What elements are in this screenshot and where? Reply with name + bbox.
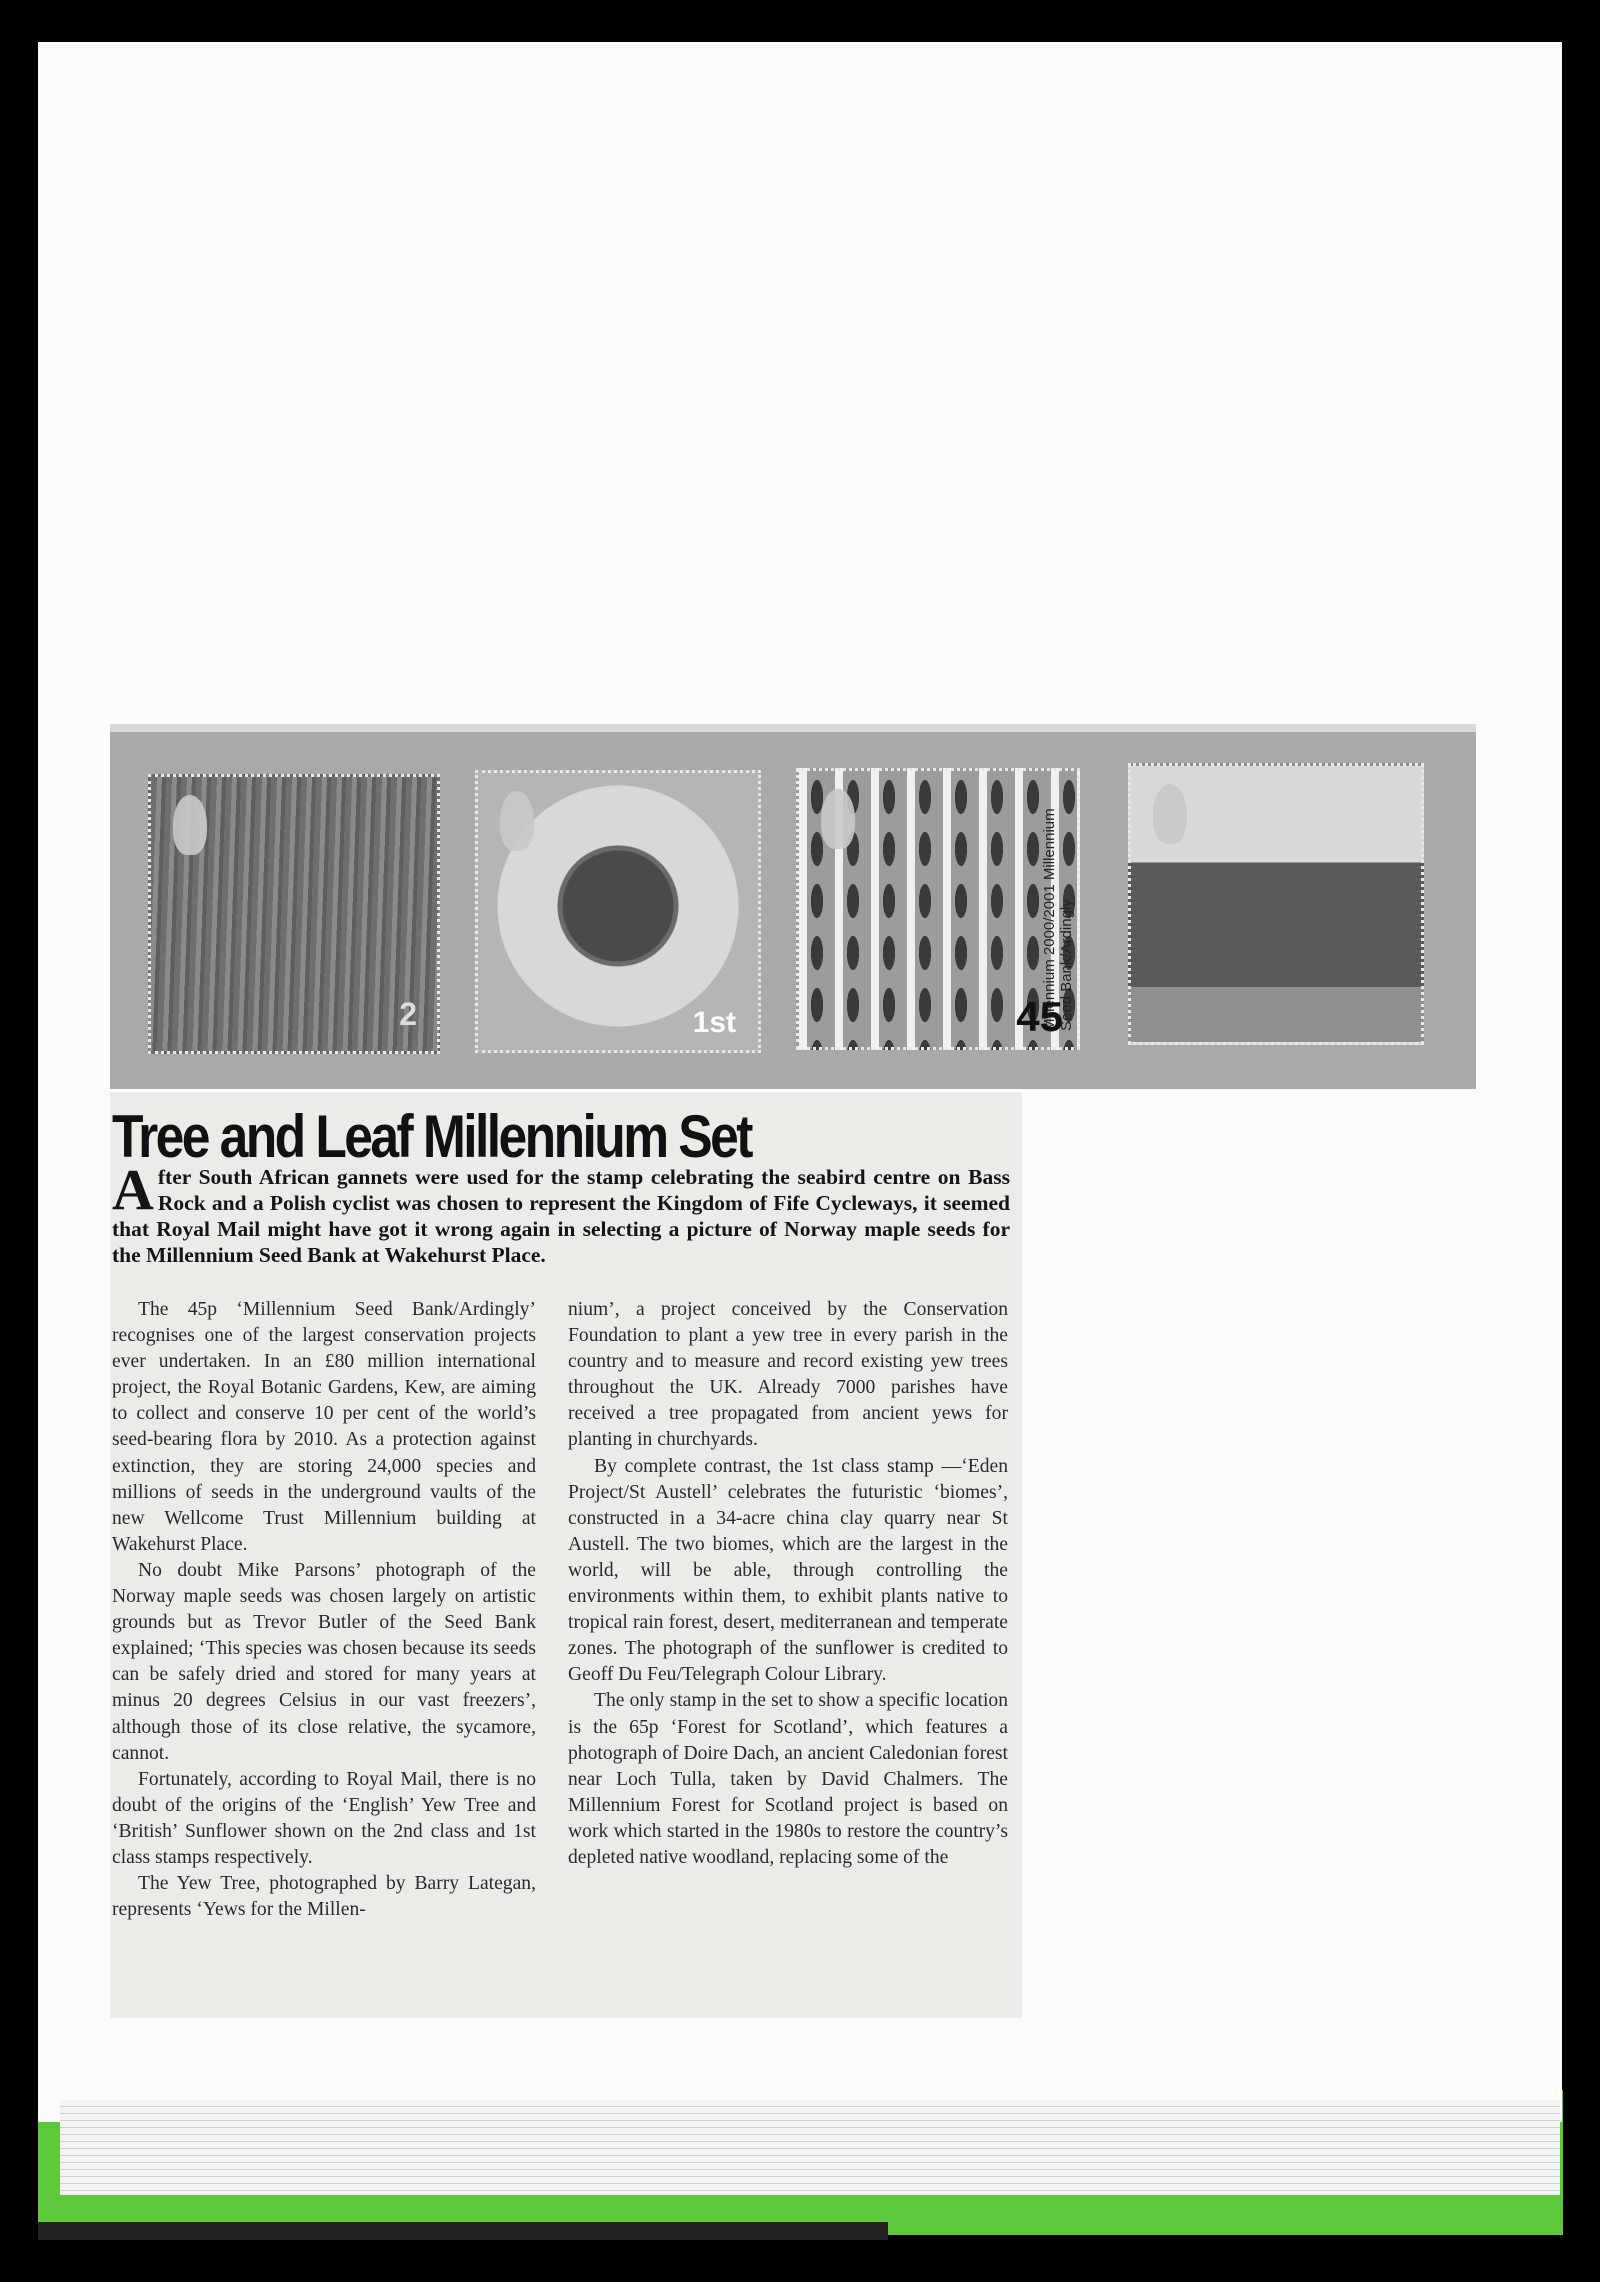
queen-head-icon	[173, 795, 207, 855]
paragraph: No doubt Mike Parsons’ photograph of the Norway maple seeds was chosen largely on artistic grounds but as Trevor Butler of the Seed Bank explained; ‘This species was chosen because its seeds can be safely dried and stored for many years at minus 20 degrees Celsius in our vast freezers’, although those of its close relative, the sycamore, cannot.	[112, 1559, 536, 1764]
binder-edge	[38, 2222, 888, 2240]
stamp-denomination: 45	[1016, 993, 1063, 1040]
stamp-side-text: Millennium 2000/2001 Millennium Seed Bank/Ardingly	[1041, 808, 1075, 1031]
queen-head-icon	[1153, 784, 1187, 844]
album-page	[38, 42, 1562, 2122]
article-column-2	[568, 1297, 1008, 1871]
stamp-sunflower	[475, 770, 761, 1053]
article-intro	[112, 1157, 1010, 1268]
article-clipping	[110, 1092, 1022, 2018]
queen-head-icon	[821, 789, 855, 849]
article-title: Tree and Leaf Millennium Set	[112, 1103, 751, 1170]
stamp-denomination: 2	[399, 996, 417, 1032]
intro-text: fter South African gannets were used for the stamp celebrating the seabird centre on Bass Rock and a Polish cyclist was chosen to represent the Kingdom of Fife Cycleways, it seemed that Royal Mail might have got it wrong again in selecting a picture of Norway maple seeds for the Millennium Seed Bank at Wakehurst Place.	[112, 1165, 1010, 1267]
paragraph: The only stamp in the set to show a specific location is the 65p ‘Forest for Scotland’, which features a photograph of Doire Dach, an ancient Caledonian forest near Loch Tulla, taken by David Chalmers. The Millennium Forest for Scotland project is based on work which started in the 1980s to restore the country’s depleted native woodland, replacing some of the	[568, 1690, 1008, 1868]
paragraph: The 45p ‘Millennium Seed Bank/Ardingly’ recognises one of the largest conservation projects ever undertaken. In an £80 million international project, the Royal Botanic Gardens, Kew, are aiming to collect and conserve 10 per cent of the world’s seed-bearing flora by 2010. As a protection against extinction, they are storing 24,000 species and millions of seeds in the underground vaults of the new Wellcome Trust Millennium building at Wakehurst Place.	[112, 1299, 536, 1555]
drop-cap: A	[112, 1157, 154, 1222]
stamp-forest-scotland	[1128, 763, 1424, 1045]
paragraph: Fortunately, according to Royal Mail, there is no doubt of the origins of the ‘English’ Yew Tree and ‘British’ Sunflower shown on the 2nd class and 1st class stamps respectively.	[112, 1768, 536, 1868]
queen-head-icon	[500, 791, 534, 851]
page-stack-edges	[60, 2100, 1560, 2195]
paragraph: nium’, a project conceived by the Conservation Foundation to plant a yew tree in every parish in the country and to measure and record existing yew trees throughout the UK. Already 7000 parishes have received a tree propagated from ancient yews for planting in churchyards.	[568, 1299, 1008, 1451]
article-column-1	[112, 1297, 536, 1923]
paragraph: The Yew Tree, photographed by Barry Lategan, represents ‘Yews for the Millen-	[112, 1873, 536, 1921]
stamp-strip	[110, 724, 1476, 1089]
stamp-yew-tree	[148, 774, 440, 1054]
stamp-maple-seeds	[796, 768, 1080, 1050]
stamp-denomination: 1st	[692, 1006, 736, 1039]
paragraph: By complete contrast, the 1st class stamp —‘Eden Project/St Austell’ celebrates the futuristic ‘biomes’, constructed in a 34-acre china clay quarry near St Austell. The two biomes, which are the largest in the world, will be able, through controlling the environments within them, to exhibit plants native to tropical rain forest, desert, mediterranean and temperate zones. The photograph of the sunflower is credited to Geoff Du Feu/Telegraph Colour Library.	[568, 1455, 1008, 1686]
